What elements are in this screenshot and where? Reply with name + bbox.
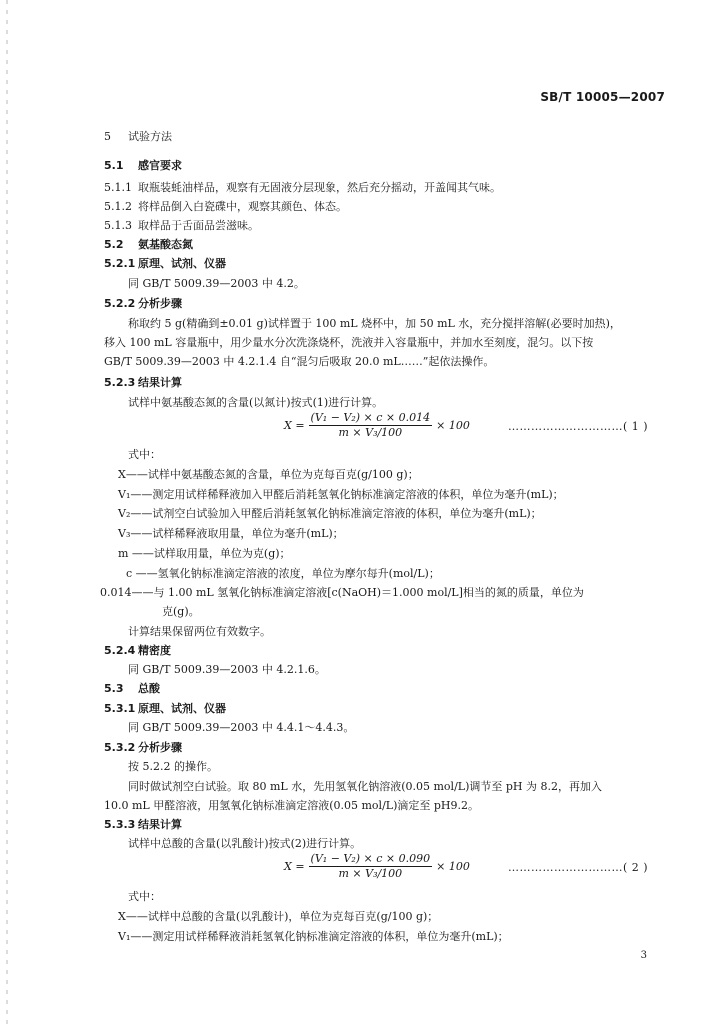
section-5-3-3-heading xyxy=(104,817,182,832)
section-5-2-2-heading xyxy=(104,296,182,311)
section-number: 5.3 xyxy=(104,682,124,695)
binding-margin xyxy=(6,0,8,1024)
section-number: 5.3.3 xyxy=(104,818,136,831)
paragraph-line: 移入 100 mL 容量瓶中，用少量水分次洗涤烧杯，洗液并入容量瓶中，并加水至刻度，混匀。以下按 xyxy=(104,336,594,349)
clause-5-1-1 xyxy=(104,180,501,195)
variable-definition: 克(g)。 xyxy=(162,605,200,618)
clause-5-3-1-text: 同 GB/T 5009.39—2003 中 4.4.1～4.4.3。 xyxy=(128,721,355,734)
section-number: 5.3.1 xyxy=(104,702,136,715)
variable-definition: c ——氢氧化钠标准滴定溶液的浓度，单位为摩尔每升(mol/L)； xyxy=(126,567,440,580)
clause-number: 5.1.2 xyxy=(104,200,132,213)
formula-denominator: m × V₃/100 xyxy=(338,426,403,439)
formula-lhs: X = xyxy=(284,419,305,432)
section-title: 氨基酸态氮 xyxy=(138,238,193,251)
clause-5-1-2 xyxy=(104,199,347,214)
clause-5-2-4-text: 同 GB/T 5009.39—2003 中 4.2.1.6。 xyxy=(128,663,326,676)
paragraph-line: GB/T 5009.39—2003 中 4.2.1.4 自“混匀后吸取 20.0 mL……”起依法操作。 xyxy=(104,355,495,368)
standard-number: SB/T 10005—2007 xyxy=(540,90,665,104)
section-title: 感官要求 xyxy=(138,159,182,172)
section-5-2-heading xyxy=(104,237,193,252)
formula-numerator: (V₁ − V₂) × c × 0.014 xyxy=(310,411,431,424)
section-5-3-2-heading xyxy=(104,740,182,755)
formula-fraction xyxy=(309,852,433,881)
section-5-2-3-heading xyxy=(104,375,182,390)
variable-definition: V₁——测定用试样稀释液消耗氢氧化钠标准滴定溶液的体积，单位为毫升(mL)； xyxy=(118,930,509,943)
section-number: 5.2.4 xyxy=(104,644,136,657)
section-5-1-heading xyxy=(104,158,182,173)
paragraph-line: 按 5.2.2 的操作。 xyxy=(128,760,218,773)
variable-definition: V₂——试剂空白试验加入甲醛后消耗氢氧化钠标准滴定溶液的体积，单位为毫升(mL)； xyxy=(118,507,542,520)
where-label: 式中： xyxy=(128,890,161,903)
section-title: 原理、试剂、仪器 xyxy=(138,702,226,715)
section-number: 5 xyxy=(104,130,111,143)
paragraph-line: 同时做试剂空白试验。取 80 mL 水，先用氢氧化钠溶液(0.05 mol/L)调节至 pH 为 8.2，再加入 xyxy=(128,780,602,793)
paragraph-line: 10.0 mL 甲醛溶液，用氢氧化钠标准滴定溶液(0.05 mol/L)滴定至 pH9.2。 xyxy=(104,799,479,812)
formula-intro: 试样中总酸的含量(以乳酸计)按式(2)进行计算。 xyxy=(128,837,362,850)
formula-numerator: (V₁ − V₂) × c × 0.090 xyxy=(310,852,431,865)
where-label: 式中： xyxy=(128,448,161,461)
formula-rhs: × 100 xyxy=(436,860,470,873)
clause-number: 5.1.1 xyxy=(104,181,132,194)
section-title: 结果计算 xyxy=(138,818,182,831)
page-number: 3 xyxy=(640,950,647,961)
section-5-2-1-heading xyxy=(104,256,226,271)
clause-5-1-3 xyxy=(104,218,259,233)
section-number: 5.1 xyxy=(104,159,124,172)
formula-intro: 试样中氨基酸态氮的含量(以氮计)按式(1)进行计算。 xyxy=(128,396,384,409)
variable-definition: 0.014——与 1.00 mL 氢氧化钠标准滴定溶液[c(NaOH)＝1.000 mol/L]相当的氮的质量，单位为 xyxy=(100,586,584,599)
section-5-heading xyxy=(104,129,172,144)
equation-number: …………………………( 2 ) xyxy=(508,861,649,874)
section-number: 5.2.2 xyxy=(104,297,136,310)
section-5-2-4-heading xyxy=(104,643,171,658)
section-number: 5.2.3 xyxy=(104,376,136,389)
section-title: 结果计算 xyxy=(138,376,182,389)
clause-text: 将样品倒入白瓷碟中，观察其颜色、体态。 xyxy=(138,200,347,213)
formula-rhs: × 100 xyxy=(436,419,470,432)
section-title: 精密度 xyxy=(138,644,171,657)
section-title: 原理、试剂、仪器 xyxy=(138,257,226,270)
clause-text: 取瓶装蚝油样品，观察有无固液分层现象，然后充分摇动，开盖闻其气味。 xyxy=(138,181,501,194)
clause-number: 5.1.3 xyxy=(104,219,132,232)
section-title: 总酸 xyxy=(138,682,160,695)
clause-text: 取样品于舌面品尝滋味。 xyxy=(138,219,259,232)
formula-denominator: m × V₃/100 xyxy=(338,867,403,880)
variable-definition: m ——试样取用量，单位为克(g)； xyxy=(118,547,291,560)
paragraph-line: 称取约 5 g(精确到±0.01 g)试样置于 100 mL 烧杯中，加 50 mL 水，充分搅拌溶解(必要时加热)， xyxy=(128,317,621,330)
variable-definition: X——试样中氨基酸态氮的含量，单位为克每百克(g/100 g)； xyxy=(118,468,419,481)
section-title: 试验方法 xyxy=(128,130,172,143)
formula-1 xyxy=(284,411,470,440)
equation-number: …………………………( 1 ) xyxy=(508,420,649,433)
section-title: 分析步骤 xyxy=(138,297,182,310)
section-number: 5.3.2 xyxy=(104,741,136,754)
rounding-note: 计算结果保留两位有效数字。 xyxy=(128,625,271,638)
variable-definition: V₁——测定用试样稀释液加入甲醛后消耗氢氧化钠标准滴定溶液的体积，单位为毫升(mL)； xyxy=(118,488,564,501)
formula-fraction xyxy=(309,411,433,440)
section-number: 5.2.1 xyxy=(104,257,136,270)
section-title: 分析步骤 xyxy=(138,741,182,754)
variable-definition: X——试样中总酸的含量(以乳酸计)，单位为克每百克(g/100 g)； xyxy=(118,910,439,923)
formula-lhs: X = xyxy=(284,860,305,873)
section-5-3-heading xyxy=(104,681,160,696)
clause-5-2-1-text: 同 GB/T 5009.39—2003 中 4.2。 xyxy=(128,277,305,290)
section-number: 5.2 xyxy=(104,238,124,251)
variable-definition: V₃——试样稀释液取用量，单位为毫升(mL)； xyxy=(118,527,344,540)
formula-2 xyxy=(284,852,470,881)
section-5-3-1-heading xyxy=(104,701,226,716)
